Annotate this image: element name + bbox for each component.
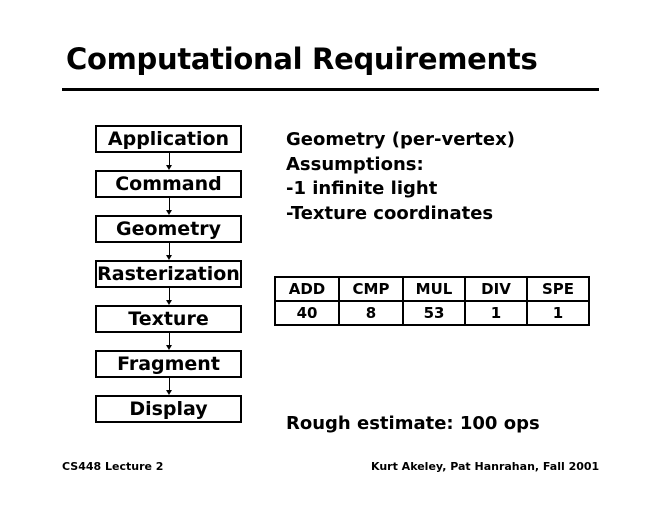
column-header: MUL xyxy=(403,277,465,301)
stage-geometry: Geometry xyxy=(95,215,242,243)
notes-line: Geometry (per-vertex) xyxy=(286,129,515,150)
table-cell: 1 xyxy=(465,301,527,325)
stage-texture: Texture xyxy=(95,305,242,333)
footer-course: CS448 Lecture 2 xyxy=(62,460,164,473)
arrow-down-icon xyxy=(165,243,175,260)
table-cell: 53 xyxy=(403,301,465,325)
stage-application: Application xyxy=(95,125,242,153)
column-header: SPE xyxy=(527,277,589,301)
rough-estimate: Rough estimate: 100 ops xyxy=(286,413,540,434)
slide-title: Computational Requirements xyxy=(66,42,538,76)
table-cell: 40 xyxy=(275,301,339,325)
arrow-down-icon xyxy=(165,378,175,395)
stage-fragment: Fragment xyxy=(95,350,242,378)
column-header: DIV xyxy=(465,277,527,301)
arrow-down-icon xyxy=(165,333,175,350)
footer-authors: Kurt Akeley, Pat Hanrahan, Fall 2001 xyxy=(371,460,600,473)
table-cell: 1 xyxy=(527,301,589,325)
column-header: CMP xyxy=(339,277,403,301)
notes-line: Assumptions: xyxy=(286,153,424,175)
table-header-row xyxy=(275,277,589,301)
notes-line: -1 infinite light xyxy=(286,178,438,199)
table-row xyxy=(275,301,589,325)
operations-table xyxy=(274,276,590,326)
stage-command: Command xyxy=(95,170,242,198)
geometry-notes xyxy=(286,128,515,226)
column-header: ADD xyxy=(275,277,339,301)
stage-rasterization: Rasterization xyxy=(95,260,242,288)
table-cell: 8 xyxy=(339,301,403,325)
notes-line: -Texture coordinates xyxy=(286,202,494,224)
stage-display: Display xyxy=(95,395,242,423)
arrow-down-icon xyxy=(165,198,175,215)
arrow-down-icon xyxy=(165,153,175,170)
arrow-down-icon xyxy=(165,288,175,305)
